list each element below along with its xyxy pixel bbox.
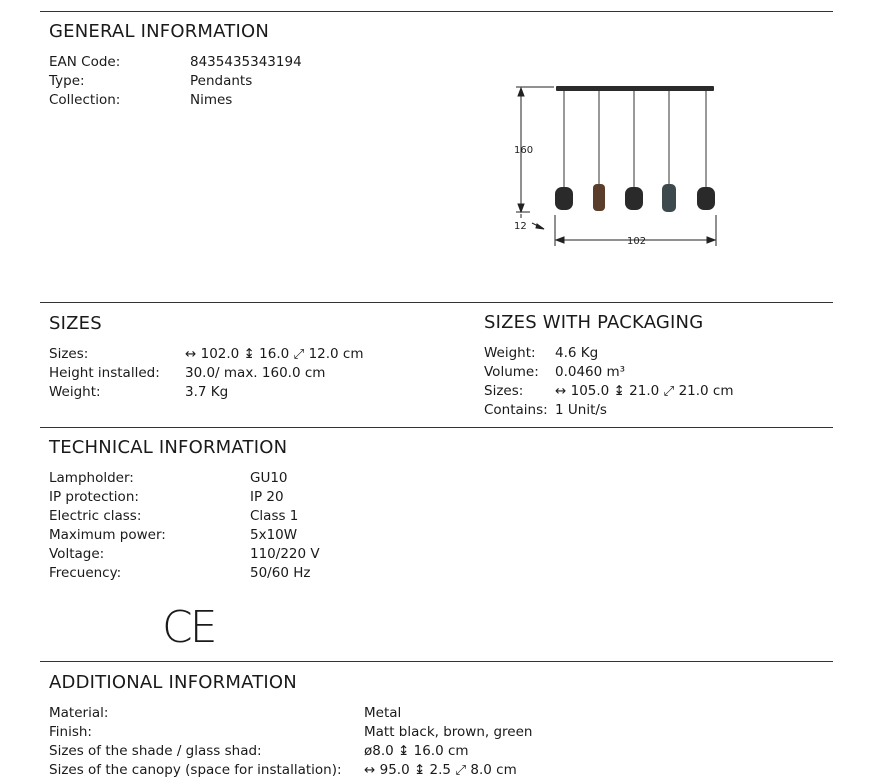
shade-3: [625, 187, 643, 210]
row-label: Electric class:: [49, 508, 142, 524]
height-label: 160: [514, 145, 534, 156]
row-value: 3.7 Kg: [185, 384, 229, 400]
depth-label: 12: [514, 221, 527, 232]
divider-sizes: [40, 302, 833, 303]
row-value: Nimes: [190, 92, 233, 108]
row-label: Collection:: [49, 92, 121, 108]
row-label: Voltage:: [49, 546, 105, 562]
row-label: Frecuency:: [49, 565, 122, 581]
row-value: ↔ 105.0 ↨ 21.0 ⤢ 21.0 cm: [555, 383, 734, 399]
section-title-technical: TECHNICAL INFORMATION: [49, 437, 288, 458]
row-value: 110/220 V: [250, 546, 320, 562]
shade-2: [593, 184, 605, 211]
row-value: Pendants: [190, 73, 253, 89]
shade-5: [697, 187, 715, 210]
shade-4: [662, 184, 676, 212]
row-label: Finish:: [49, 724, 92, 740]
cables: [564, 91, 706, 188]
shades: [555, 184, 715, 212]
row-label: Weight:: [49, 384, 101, 400]
row-label: Weight:: [484, 345, 536, 361]
divider-additional: [40, 661, 833, 662]
row-value: 8435435343194: [190, 54, 302, 70]
section-title-general: GENERAL INFORMATION: [49, 21, 269, 42]
divider-technical: [40, 427, 833, 428]
row-value: Matt black, brown, green: [364, 724, 533, 740]
ce-mark-icon: CE: [162, 602, 215, 653]
canopy-bar: [556, 86, 714, 91]
row-value: Metal: [364, 705, 402, 721]
row-value: 5x10W: [250, 527, 298, 543]
shade-1: [555, 187, 573, 210]
row-label: Lampholder:: [49, 470, 134, 486]
row-label: Sizes:: [49, 346, 89, 362]
row-value: Class 1: [250, 508, 299, 524]
row-label: IP protection:: [49, 489, 139, 505]
product-dimension-diagram: [500, 78, 740, 258]
row-value: IP 20: [250, 489, 284, 505]
row-label: Volume:: [484, 364, 539, 380]
row-value: 30.0/ max. 160.0 cm: [185, 365, 326, 381]
row-label: Contains:: [484, 402, 548, 418]
row-value: ø8.0 ↨ 16.0 cm: [364, 743, 469, 759]
row-label: EAN Code:: [49, 54, 121, 70]
row-label: Material:: [49, 705, 109, 721]
row-label: Sizes of the canopy (space for installation):: [49, 762, 342, 778]
section-title-additional: ADDITIONAL INFORMATION: [49, 672, 297, 693]
section-title-packaging: SIZES WITH PACKAGING: [484, 312, 704, 333]
row-label: Height installed:: [49, 365, 160, 381]
row-value: GU10: [250, 470, 288, 486]
width-label: 102: [627, 236, 647, 247]
row-label: Maximum power:: [49, 527, 166, 543]
row-label: Type:: [49, 73, 85, 89]
section-title-sizes: SIZES: [49, 313, 102, 334]
row-value: 50/60 Hz: [250, 565, 311, 581]
row-value: 1 Unit/s: [555, 402, 607, 418]
row-label: Sizes of the shade / glass shad:: [49, 743, 262, 759]
divider-general: [40, 11, 833, 12]
row-label: Sizes:: [484, 383, 524, 399]
row-value: ↔ 102.0 ↨ 16.0 ⤢ 12.0 cm: [185, 346, 364, 362]
row-value: ↔ 95.0 ↨ 2.5 ⤢ 8.0 cm: [364, 762, 517, 778]
row-value: 0.0460 m³: [555, 364, 626, 380]
row-value: 4.6 Kg: [555, 345, 599, 361]
